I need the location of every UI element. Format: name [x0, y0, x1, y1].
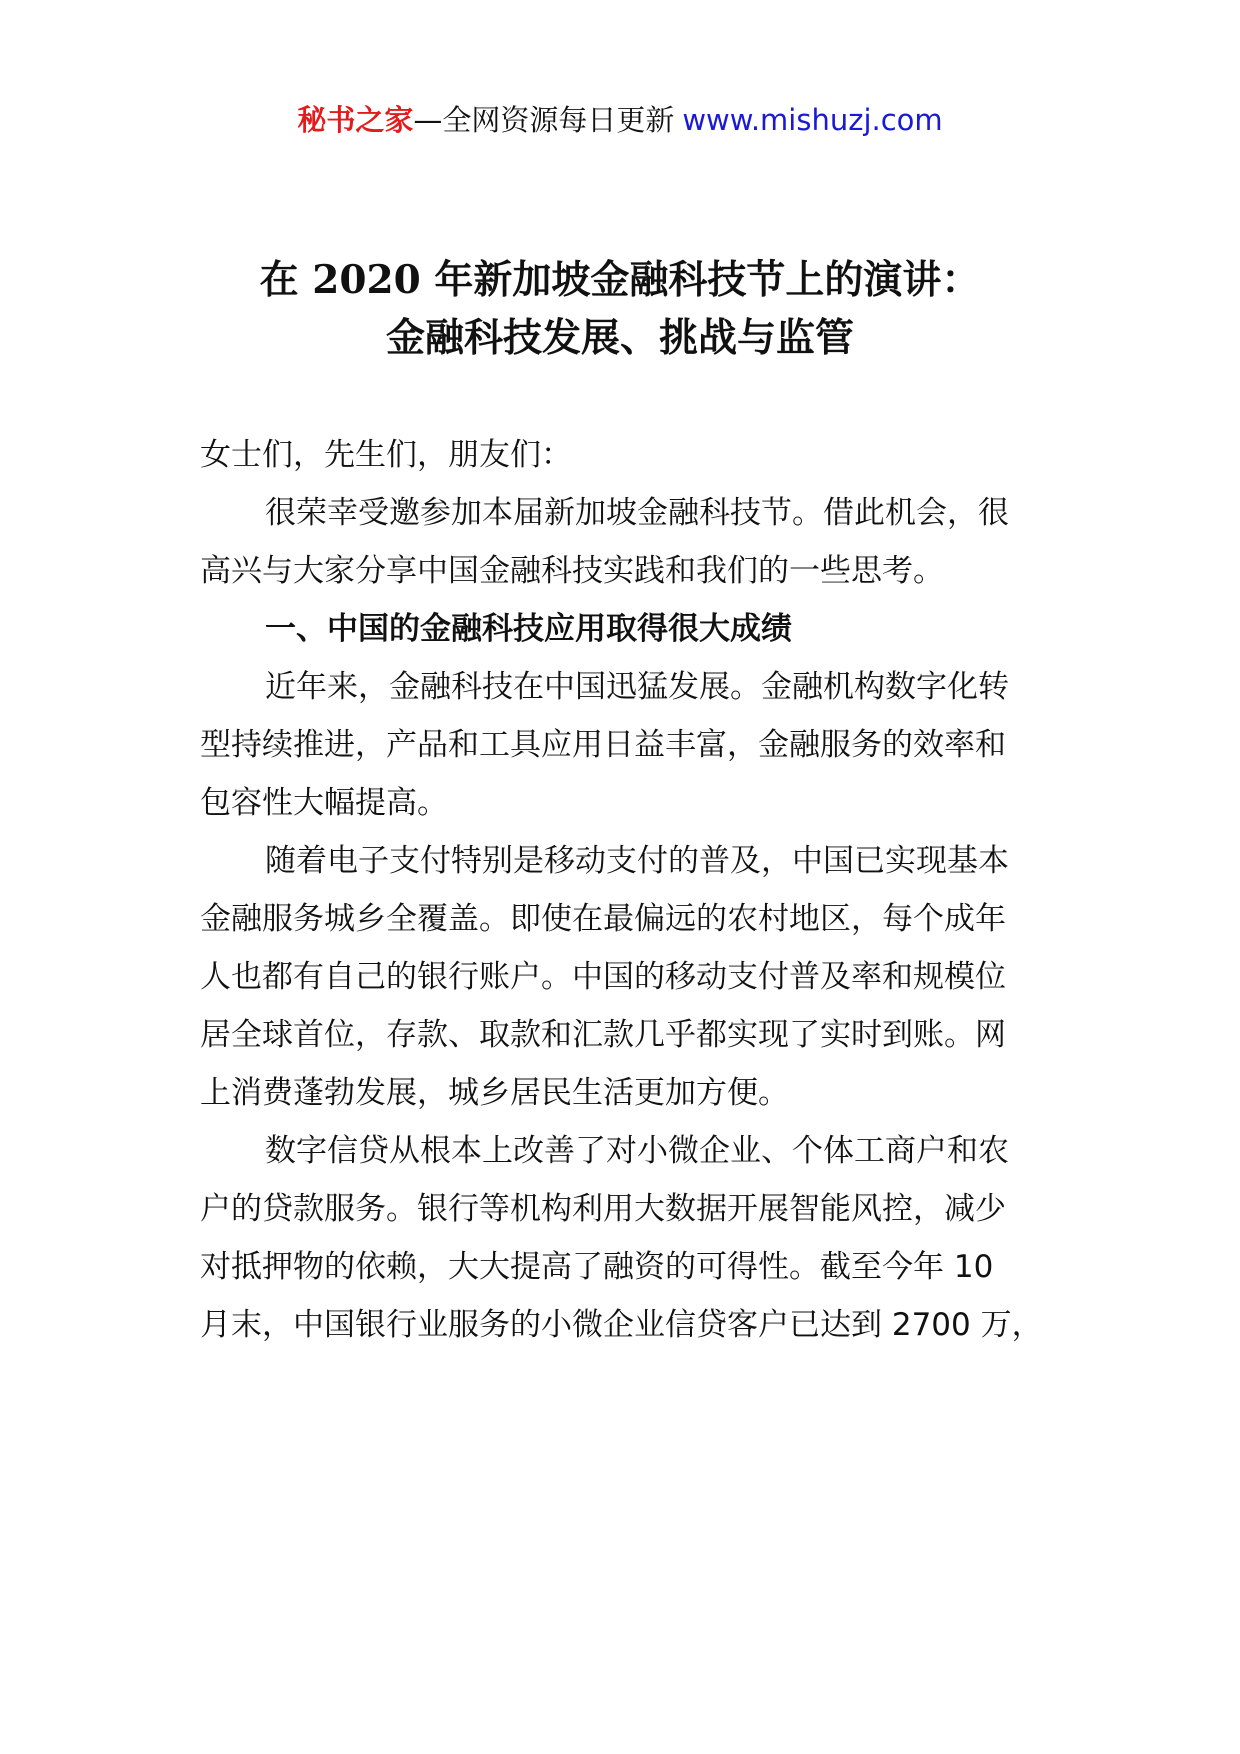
paragraph-3-line: 居全球首位，存款、取款和汇款几乎都实现了实时到账。网 — [200, 1017, 1006, 1053]
paragraph-3-line: 随着电子支付特别是移动支付的普及，中国已实现基本 — [265, 843, 1009, 879]
section-heading: 一、中国的金融科技应用取得很大成绩 — [265, 611, 792, 647]
paragraph-2-line: 包容性大幅提高。 — [200, 785, 448, 821]
paragraph-4-line: 户的贷款服务。银行等机构利用大数据开展智能风控，减少 — [200, 1191, 1006, 1227]
site-header — [0, 100, 1240, 140]
website-link[interactable]: www.mishuzj.com — [682, 103, 943, 137]
greeting: 女士们，先生们，朋友们： — [200, 437, 572, 473]
paragraph-2-line: 型持续推进，产品和工具应用日益丰富，金融服务的效率和 — [200, 727, 1006, 763]
header-tagline: —全网资源每日更新 — [413, 103, 675, 137]
paragraph-4-line: 数字信贷从根本上改善了对小微企业、个体工商户和农 — [265, 1133, 1009, 1169]
paragraph-3-line: 金融服务城乡全覆盖。即使在最偏远的农村地区，每个成年 — [200, 901, 1006, 937]
paragraph-1-line: 高兴与大家分享中国金融科技实践和我们的一些思考。 — [200, 553, 944, 589]
paragraph-4-line: 对抵押物的依赖，大大提高了融资的可得性。截至今年 10 — [200, 1249, 994, 1285]
paragraph-3-line: 上消费蓬勃发展，城乡居民生活更加方便。 — [200, 1075, 789, 1111]
paragraph-4-line: 月末，中国银行业服务的小微企业信贷客户已达到 2700 万， — [200, 1307, 1043, 1343]
paragraph-2-line: 近年来，金融科技在中国迅猛发展。金融机构数字化转 — [265, 669, 1009, 705]
paragraph-1-line: 很荣幸受邀参加本届新加坡金融科技节。借此机会，很 — [265, 495, 1009, 531]
brand-name: 秘书之家 — [297, 103, 414, 137]
paragraph-3-line: 人也都有自己的银行账户。中国的移动支付普及率和规模位 — [200, 959, 1006, 995]
document-title-line-1: 在 2020 年新加坡金融科技节上的演讲： — [259, 257, 981, 303]
document-title-line-2: 金融科技发展、挑战与监管 — [385, 315, 854, 361]
